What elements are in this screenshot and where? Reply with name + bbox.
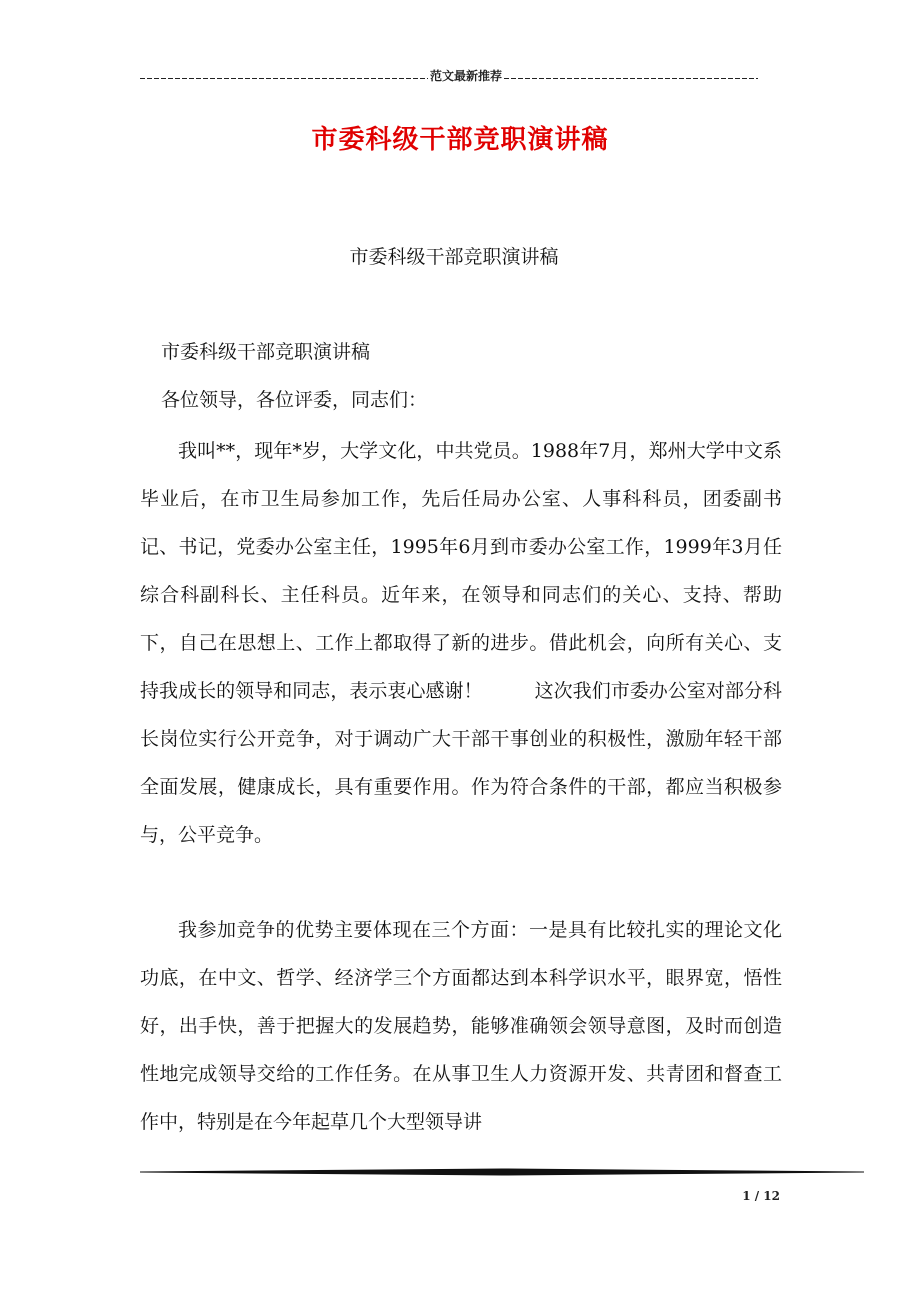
document-subtitle: 市委科级干部竞职演讲稿 — [349, 246, 559, 268]
intro-title: 市委科级干部竞职演讲稿 — [161, 341, 371, 363]
body-paragraph-1 — [140, 427, 782, 859]
header-label: 范文最新推荐 — [430, 69, 503, 83]
salutation: 各位领导，各位评委，同志们： — [161, 389, 428, 411]
footer-rule — [140, 1168, 864, 1176]
document-title: 市委科级干部竞职演讲稿 — [311, 125, 609, 155]
page-header — [140, 66, 768, 86]
body-paragraph-2: 我参加竞争的优势主要体现在三个方面：一是具有比较扎实的理论文化功底，在中文、哲学、经济学三个方面都达到本科学识水平，眼界宽，悟性好，出手快，善于把握大的发展趋势，能够准确领会领导意图，及时而创造性地完成领导交给的工作任务。在从事卫生人力资源开发、共青团和督查工作中，特别是在今年起草几个大型领导讲 — [140, 919, 782, 1133]
paragraph-1-part-2: 这次我们市委办公室对部分科长岗位实行公开竞争，对于调动广大干部干事创业的积极性，激励年轻干部全面发展，健康成长，具有重要作用。作为符合条件的干部，都应当积极参与，公平竞争。 — [140, 680, 782, 846]
header-dashes-right — [504, 66, 758, 86]
page-number: 1 / 12 — [742, 1189, 780, 1203]
paragraph-1-part-1: 我叫**，现年*岁，大学文化，中共党员。1988年7月，郑州大学中文系毕业后，在市卫生局参加工作，先后任局办公室、人事科科员，团委副书记、书记，党委办公室主任，1995年6月到市委办公室工作，1999年3月任综合科副科长、主任科员。近年来，在领导和同志们的关心、支持、帮助下，自己在思想上、工作上都取得了新的进步。借此机会，向所有关心、支持我成长的领导和同志，表示衷心感谢！ — [140, 440, 782, 702]
header-dashes-left — [140, 66, 428, 86]
